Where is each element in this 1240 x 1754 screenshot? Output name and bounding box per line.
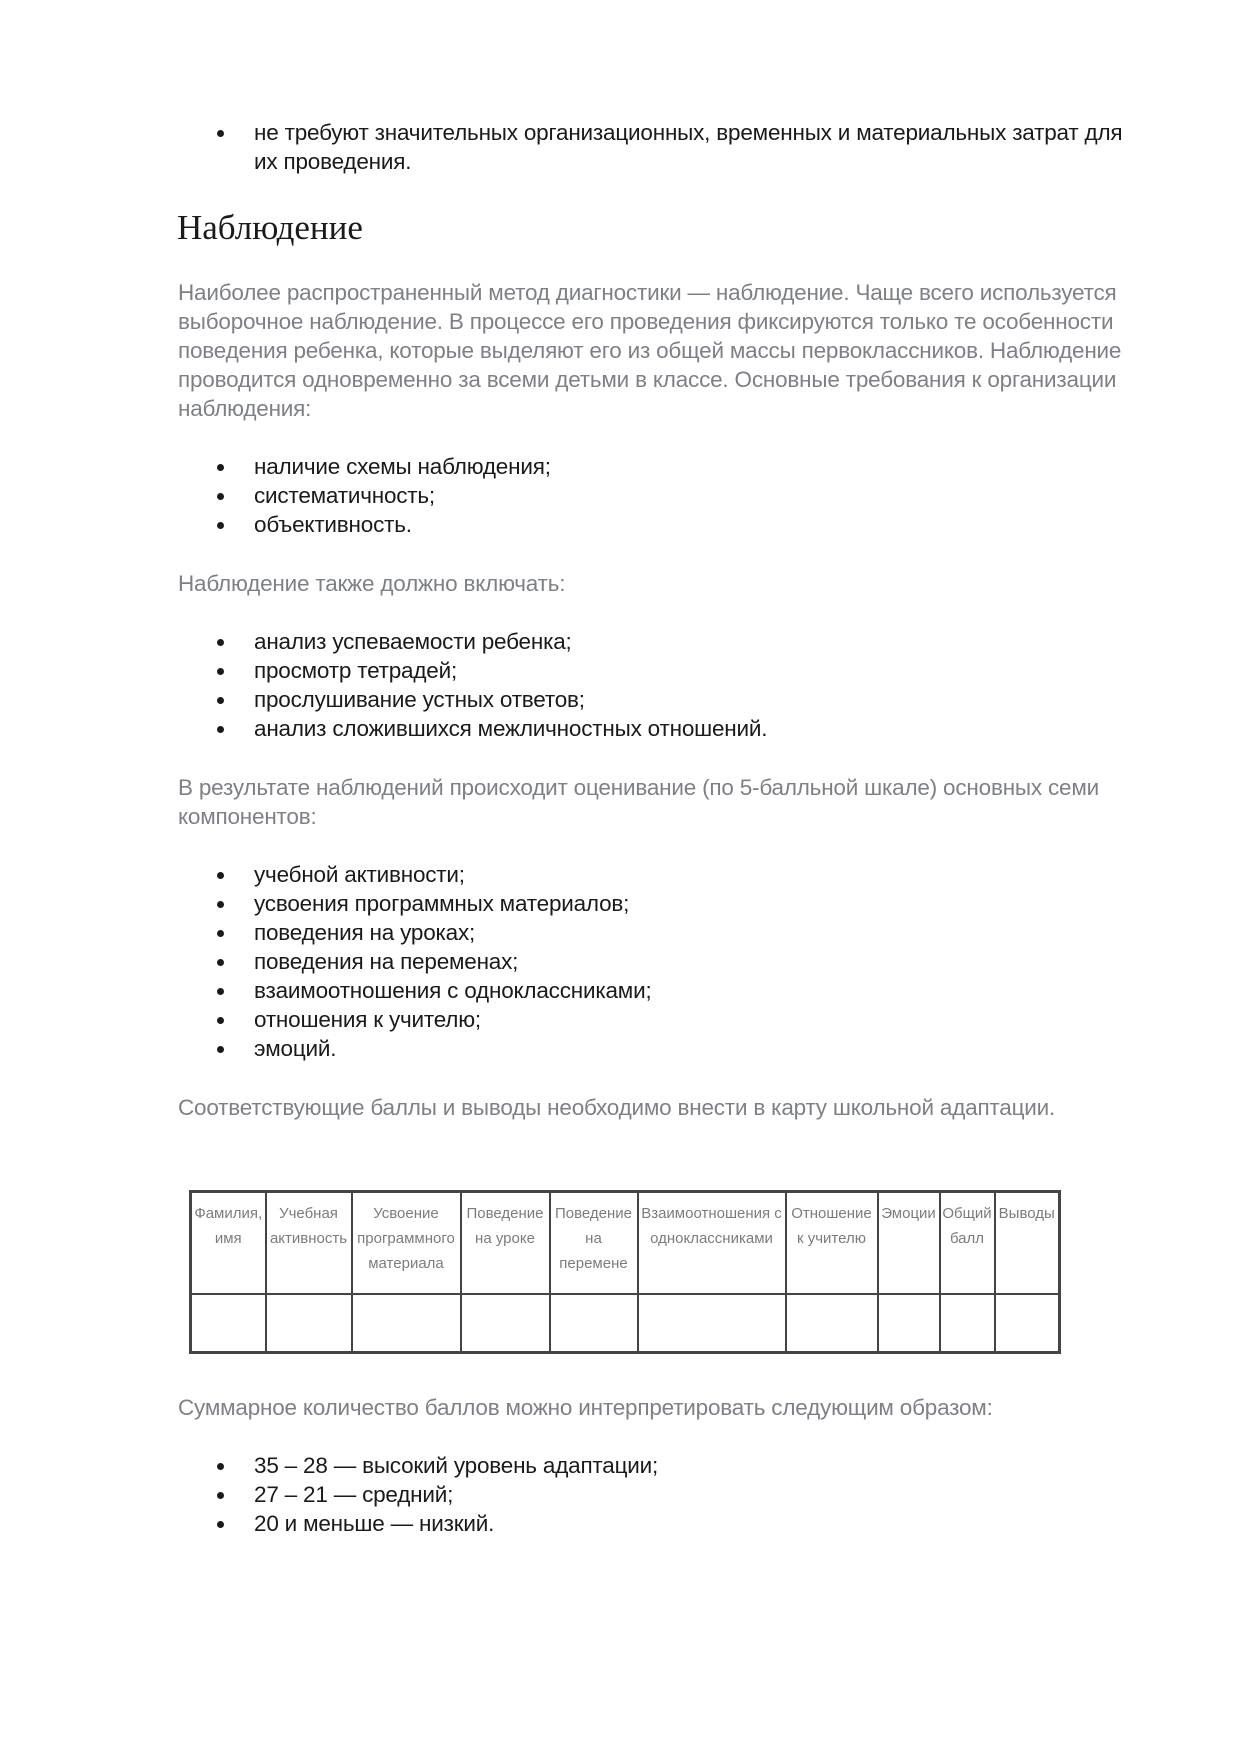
bullet-icon	[217, 959, 224, 966]
bullet-icon	[217, 639, 224, 646]
list-item: поведения на переменах;	[178, 947, 652, 976]
bullet-icon	[217, 1492, 224, 1499]
bullet-icon	[217, 668, 224, 675]
list-item: анализ сложившихся межличностных отношений.	[178, 714, 767, 743]
bullet-icon	[217, 1521, 224, 1528]
components-list	[178, 860, 652, 1063]
table-cell[interactable]	[191, 1294, 266, 1353]
paragraph-includes: Наблюдение также должно включать:	[178, 571, 566, 596]
table-cell[interactable]	[940, 1294, 995, 1353]
table-cell[interactable]	[266, 1294, 352, 1353]
list-item: отношения к учителю;	[178, 1005, 652, 1034]
list-item: не требуют значительных организационных, временных и материальных затрат для их проведения.	[178, 118, 1138, 176]
bullet-icon	[217, 872, 224, 879]
list-item: учебной активности;	[178, 860, 652, 889]
col-header-emotions: Эмоции	[878, 1192, 940, 1294]
bullet-icon	[217, 493, 224, 500]
bullet-icon	[217, 697, 224, 704]
paragraph-card: Соответствующие баллы и выводы необходимо внести в карту школьной адаптации.	[178, 1095, 1056, 1120]
table-cell[interactable]	[995, 1294, 1060, 1353]
bullet-icon	[217, 464, 224, 471]
table-row	[191, 1294, 1060, 1353]
list-item: прослушивание устных ответов;	[178, 685, 767, 714]
table-header-row	[191, 1192, 1060, 1294]
table-cell[interactable]	[638, 1294, 786, 1353]
bullet-icon	[217, 1017, 224, 1024]
list-item: 27 – 21 — средний;	[178, 1480, 658, 1509]
bullet-icon	[217, 522, 224, 529]
col-header-classmates: Взаимоотношения с одноклассниками	[638, 1192, 786, 1294]
col-header-conclusions: Выводы	[995, 1192, 1060, 1294]
paragraph-components: В результате наблюдений происходит оценивание (по 5-балльной шкале) основных семи компонентов:	[178, 775, 1100, 829]
list-item: наличие схемы наблюдения;	[178, 452, 551, 481]
table-cell[interactable]	[878, 1294, 940, 1353]
col-header-break-behavior: Поведение на перемене	[550, 1192, 638, 1294]
bullet-icon	[217, 1463, 224, 1470]
includes-list	[178, 627, 767, 743]
section-heading: Наблюдение	[177, 208, 363, 247]
list-item: поведения на уроках;	[178, 918, 652, 947]
col-header-activity: Учебная активность	[266, 1192, 352, 1294]
list-item: усвоения программных материалов;	[178, 889, 652, 918]
col-header-total: Общий балл	[940, 1192, 995, 1294]
paragraph-intro: Наиболее распространенный метод диагностики — наблюдение. Чаще всего используется выборочное наблюдение. В процессе его проведения фиксируются только те особенности поведения ребенка, которые выделяют его из общей массы первоклассников. Наблюдение проводится одновременно за всеми детьми в классе. Основные требования к организации наблюдения:	[178, 280, 1122, 421]
bullet-icon	[217, 726, 224, 733]
list-item: взаимоотношения с одноклассниками;	[178, 976, 652, 1005]
list-item: эмоций.	[178, 1034, 652, 1063]
bullet-icon	[217, 130, 224, 137]
list-item: 35 – 28 — высокий уровень адаптации;	[178, 1451, 658, 1480]
bullet-icon	[217, 988, 224, 995]
bullet-icon	[217, 930, 224, 937]
scores-list	[178, 1451, 658, 1538]
table-cell[interactable]	[352, 1294, 461, 1353]
table-cell[interactable]	[461, 1294, 550, 1353]
table-cell[interactable]	[550, 1294, 638, 1353]
paragraph-interpretation: Суммарное количество баллов можно интерпретировать следующим образом:	[178, 1395, 993, 1420]
list-item: 20 и меньше — низкий.	[178, 1509, 658, 1538]
col-header-program: Усвоение программного материала	[352, 1192, 461, 1294]
col-header-teacher: Отношение к учителю	[786, 1192, 878, 1294]
table-cell[interactable]	[786, 1294, 878, 1353]
list-item: систематичность;	[178, 481, 551, 510]
adaptation-card-table	[189, 1190, 1061, 1354]
requirements-list	[178, 452, 551, 539]
list-item: анализ успеваемости ребенка;	[178, 627, 767, 656]
list-item: объективность.	[178, 510, 551, 539]
col-header-name: Фамилия, имя	[191, 1192, 266, 1294]
col-header-lesson-behavior: Поведение на уроке	[461, 1192, 550, 1294]
bullet-icon	[217, 1046, 224, 1053]
list-item: просмотр тетрадей;	[178, 656, 767, 685]
intro-bullet-list	[178, 118, 1138, 176]
bullet-icon	[217, 901, 224, 908]
